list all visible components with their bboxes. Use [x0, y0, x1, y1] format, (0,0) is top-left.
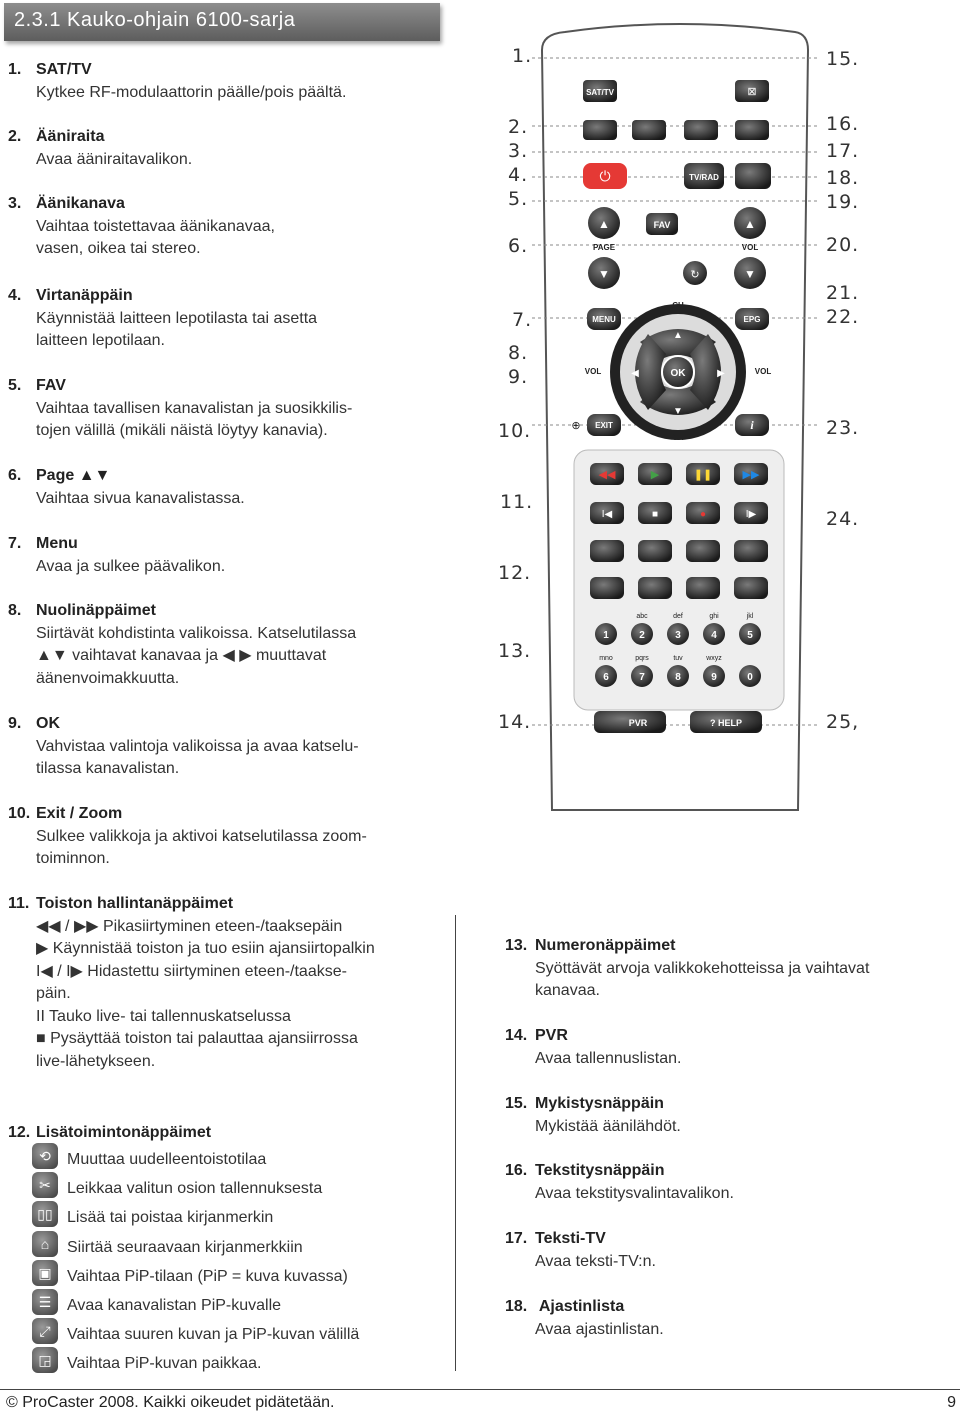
- column-divider: [455, 915, 456, 1371]
- pip-swap-button[interactable]: [686, 577, 720, 599]
- svg-text:▶: ▶: [650, 469, 660, 481]
- callout-18: 18.: [826, 167, 860, 189]
- bookmark-button[interactable]: [686, 540, 720, 562]
- svg-text:6: 6: [603, 672, 609, 683]
- svg-text:TV/RAD: TV/RAD: [689, 173, 719, 182]
- svg-text:VOL: VOL: [741, 243, 759, 252]
- next-bookmark-button[interactable]: [734, 540, 768, 562]
- svg-text:i: i: [750, 418, 754, 432]
- entry-9: 9. OK Vahvistaa valintoja valikoissa ja avaa katselu- tilassa kanavalistan.: [8, 715, 359, 777]
- copyright: © ProCaster 2008. Kaikki oikeudet pidätetään.: [6, 1394, 335, 1411]
- entry-7: 7. Menu Avaa ja sulkee päävalikon.: [8, 535, 226, 575]
- svg-text:CH: CH: [672, 301, 684, 310]
- remote-control-illustration: [490, 20, 870, 820]
- entry-11: 11. Toiston hallintanäppäimet ◀◀ / ▶▶ Pikasiirtyminen eteen-/taaksepäin ▶ Käynnistää toiston ja tuo esiin ajansiirtopalkin I◀ / I▶ Hidastettu siirtyminen eteen-/taakse- päin. II Tauko live- tai tallennuskatselussa ■ Pysäyttää toiston tai palauttaa ajansiirrossa live-lähetykseen.: [8, 895, 375, 1070]
- svg-text:2: 2: [639, 630, 645, 641]
- callout-12: 12.: [498, 562, 532, 584]
- callout-10: 10.: [498, 420, 532, 442]
- callout-3: 3.: [508, 140, 529, 162]
- callout-5: 5.: [508, 188, 529, 210]
- entry-1: 1. SAT/TV Kytkee RF-modulaattorin päälle/pois päältä.: [8, 61, 347, 101]
- svg-text:▲: ▲: [744, 217, 756, 231]
- svg-text:pqrs: pqrs: [635, 655, 649, 662]
- pip-list-button[interactable]: [638, 577, 672, 599]
- entry-18: 18. Ajastinlista Avaa ajastinlistan.: [505, 1298, 664, 1338]
- svg-text:I◀: I◀: [601, 509, 613, 520]
- entry-6: 6. Page ▲▼ Vaihtaa sivua kanavalistassa.: [8, 467, 245, 507]
- callout-15: 15.: [826, 48, 860, 70]
- entry-8: 8. Nuolinäppäimet Siirtävät kohdistinta valikoissa. Katselutilassa ▲▼ vaihtavat kanavaa ja ◀ ▶ muuttavat äänenvoimakkuutta.: [8, 602, 357, 687]
- pip-list-icon: ☰: [32, 1289, 58, 1315]
- svg-text:▼: ▼: [598, 267, 610, 281]
- callout-14: 14.: [498, 711, 532, 733]
- svg-text:7: 7: [639, 672, 645, 683]
- callout-7: 7.: [512, 309, 533, 331]
- svg-text:▲: ▲: [673, 330, 683, 341]
- svg-text:ghi: ghi: [709, 613, 719, 620]
- callout-1: 1.: [512, 45, 533, 67]
- audio-channel-button[interactable]: [632, 120, 666, 140]
- svg-text:PVR: PVR: [628, 718, 648, 728]
- svg-text:▼: ▼: [744, 267, 756, 281]
- svg-text:■: ■: [651, 509, 659, 520]
- svg-text:def: def: [673, 613, 683, 620]
- pip-move-icon: ◲: [32, 1347, 58, 1373]
- entry-14: 14. PVR Avaa tallennuslistan.: [505, 1027, 682, 1067]
- entry-12: 12. Lisätoimintonäppäimet: [8, 1124, 212, 1141]
- callout-21: 21.: [826, 282, 860, 304]
- svg-text:wxyz: wxyz: [706, 655, 722, 662]
- svg-text:jkl: jkl: [746, 613, 754, 620]
- pip-move-button[interactable]: [734, 577, 768, 599]
- svg-text:◀◀: ◀◀: [598, 469, 616, 481]
- callout-9: 9.: [508, 366, 529, 388]
- svg-text:▶: ▶: [717, 368, 725, 379]
- svg-text:EPG: EPG: [743, 315, 761, 324]
- svg-text:VOL: VOL: [754, 367, 772, 376]
- svg-text:0: 0: [747, 672, 753, 683]
- svg-text:8: 8: [675, 672, 681, 683]
- svg-text:EXIT: EXIT: [595, 421, 613, 430]
- svg-text:VOL: VOL: [584, 367, 602, 376]
- svg-text:mno: mno: [599, 655, 613, 662]
- svg-text:OK: OK: [670, 368, 686, 379]
- svg-text:5: 5: [747, 630, 753, 641]
- svg-text:? HELP: ? HELP: [709, 718, 743, 728]
- svg-text:9: 9: [711, 672, 717, 683]
- audio-track-button[interactable]: [583, 120, 617, 140]
- svg-text:▼: ▼: [673, 406, 683, 417]
- footer-divider: [0, 1389, 960, 1390]
- teletext-button[interactable]: [735, 120, 769, 140]
- book-icon: ▯▯: [32, 1201, 58, 1227]
- svg-text:PAGE: PAGE: [592, 243, 616, 252]
- callout-11: 11.: [500, 491, 534, 513]
- entry-3: 3. Äänikanava Vaihtaa toistettavaa äänikanavaa, vasen, oikea tai stereo.: [8, 195, 275, 257]
- svg-text:◀: ◀: [631, 368, 639, 379]
- entry-15: 15. Mykistysnäppäin Mykistää äänilähdöt.: [505, 1095, 681, 1135]
- section-title: 2.3.1 Kauko-ohjain 6100-sarja: [14, 9, 296, 31]
- svg-text:●: ●: [699, 509, 707, 520]
- svg-text:1: 1: [603, 630, 609, 641]
- callout-19: 19.: [826, 191, 860, 213]
- pip-icon: ▣: [32, 1260, 58, 1286]
- callout-20: 20.: [826, 234, 860, 256]
- entry-17: 17. Teksti-TV Avaa teksti-TV:n.: [505, 1230, 656, 1270]
- callout-16: 16.: [826, 113, 860, 135]
- entry-13: 13. Numeronäppäimet Syöttävät arvoja valikkokehotteissa ja vaihtavat kanavaa.: [505, 937, 870, 999]
- callout-13: 13.: [498, 640, 532, 662]
- callout-25: 25,: [826, 711, 860, 733]
- callout-6: 6.: [508, 235, 529, 257]
- recall-icon: ↻: [690, 269, 700, 281]
- svg-text:▶▶: ▶▶: [742, 469, 760, 481]
- bookmark-next-icon: ⌂: [32, 1231, 58, 1257]
- callout-2: 2.: [508, 116, 529, 138]
- callout-23: 23.: [826, 417, 860, 439]
- svg-text:▲: ▲: [598, 217, 610, 231]
- svg-text:❚❚: ❚❚: [693, 469, 713, 481]
- repeat-icon: ⟲: [32, 1143, 58, 1169]
- power-icon: ⏻: [599, 168, 611, 184]
- cut-button[interactable]: [638, 540, 672, 562]
- subtitle-button[interactable]: [684, 120, 718, 140]
- callout-4: 4.: [508, 164, 529, 186]
- svg-text:abc: abc: [636, 613, 648, 620]
- mute-icon: ⊠: [747, 86, 757, 98]
- svg-text:SAT/TV: SAT/TV: [586, 88, 614, 97]
- callout-17: 17.: [826, 140, 860, 162]
- svg-text:3: 3: [675, 630, 681, 641]
- callout-24: 24.: [826, 508, 860, 530]
- svg-text:I▶: I▶: [745, 509, 757, 520]
- timer-list-button[interactable]: [735, 163, 771, 189]
- zoom-icon: ⊕: [571, 420, 581, 432]
- callout-22: 22.: [826, 306, 860, 328]
- entry-16: 16. Tekstitysnäppäin Avaa tekstitysvalintavalikon.: [505, 1162, 734, 1202]
- page-number: 9: [947, 1394, 956, 1411]
- svg-text:MENU: MENU: [592, 315, 616, 324]
- svg-text:FAV: FAV: [653, 220, 671, 230]
- repeat-button[interactable]: [590, 540, 624, 562]
- entry-4: 4. Virtanäppäin Käynnistää laitteen lepotilasta tai asetta laitteen lepotilaan.: [8, 287, 318, 349]
- scissors-icon: ✂: [32, 1172, 58, 1198]
- pip-button[interactable]: [590, 577, 624, 599]
- callout-8: 8.: [508, 342, 529, 364]
- entry-5: 5. FAV Vaihtaa tavallisen kanavalistan ja suosikkilis- tojen välillä (mikäli näistä löytyy kanavia).: [8, 377, 353, 439]
- pip-swap-icon: ⤢: [32, 1318, 58, 1344]
- svg-text:4: 4: [711, 630, 717, 641]
- svg-text:CH: CH: [672, 433, 684, 442]
- entry-10: 10. Exit / Zoom Sulkee valikkoja ja aktivoi katselutilassa zoom- toiminnon.: [8, 805, 367, 867]
- section-header: [4, 3, 440, 41]
- svg-text:tuv: tuv: [673, 655, 683, 662]
- entry-2: 2. Ääniraita Avaa ääniraitavalikon.: [8, 128, 193, 168]
